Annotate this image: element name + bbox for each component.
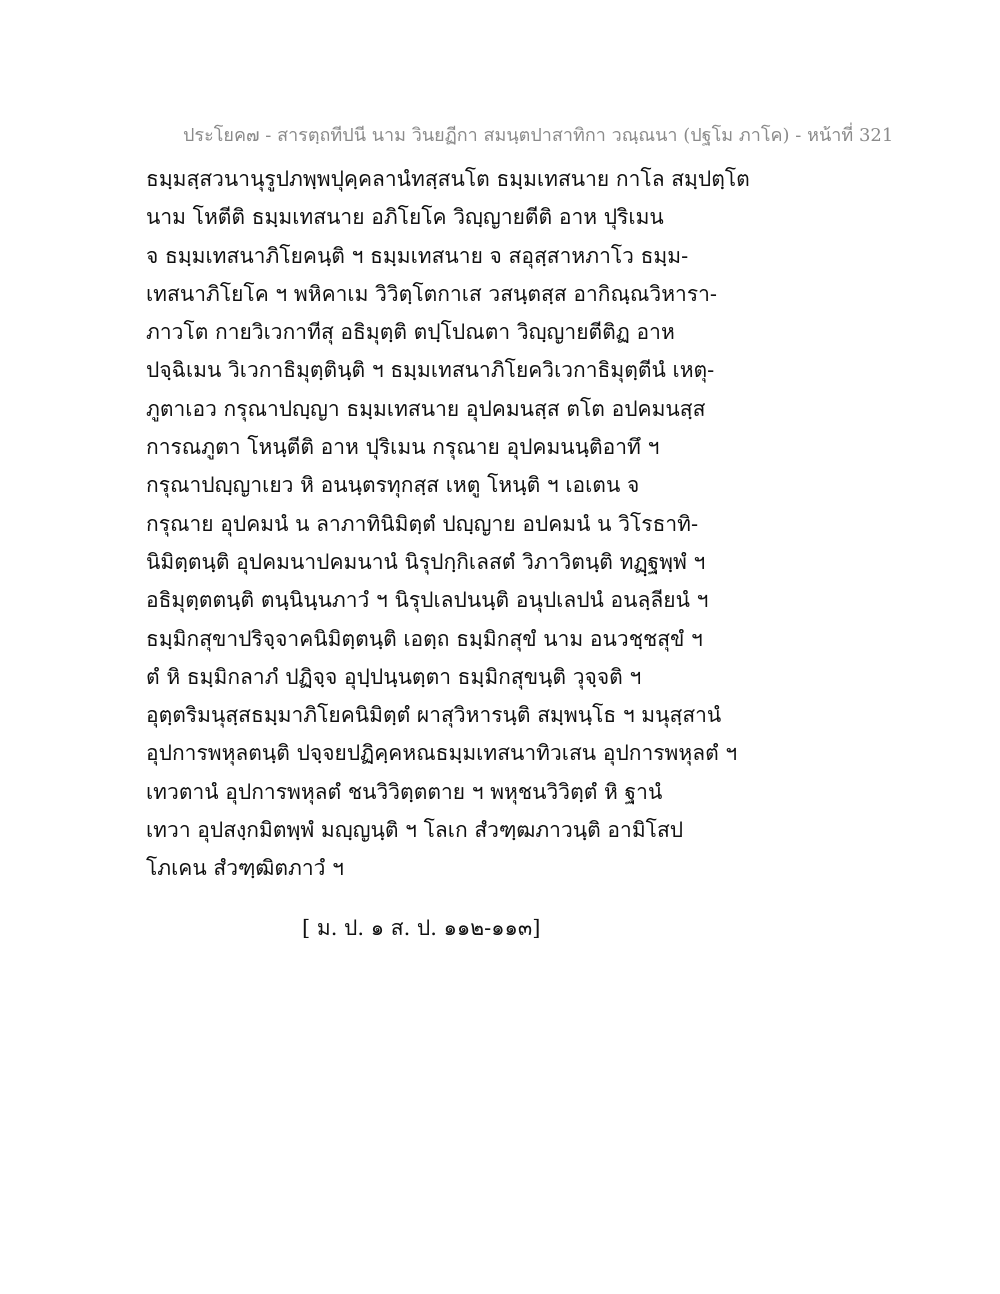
- text-line: กรุณาย อุปคมนํ น ลาภาทินิมิตฺตํ ปญฺญาย อปคมนํ น วิโรธาทิ-: [146, 511, 699, 536]
- text-line: ธมฺมสฺสวนานุรูปภพฺพปุคฺคลานํทสฺสนโต ธมฺมเทสนาย กาโล สมฺปตฺโต: [146, 167, 750, 191]
- source-reference: [ ม. ป. ๑ ส. ป. ๑๑๒-๑๑๓]: [302, 916, 541, 940]
- text-line: ภาวโต กายวิเวกาทีสุ อธิมุตฺติ ตปฺโปณตา วิญฺญายตีติฏ อาห: [146, 320, 675, 345]
- text-line: ธมฺมิกสุขาปริจฺจาคนิมิตฺตนฺติ เอตฺถ ธมฺมิกสุขํ นาม อนวชฺชสุขํ ฯ: [146, 626, 703, 651]
- text-line: อธิมุตฺตตนฺติ ตนฺนินฺนภาวํ ฯ นิรุปเลปนนฺติ อนุปเลปนํ อนลฺลียนํ ฯ: [146, 588, 709, 613]
- text-line: อุปการพหุลตนฺติ ปจฺจยปฏิคฺคหณธมฺมเทสนาทิวเสน อุปการพหุลตํ ฯ: [146, 741, 738, 766]
- text-line: เทวตานํ อุปการพหุลตํ ชนวิวิตฺตตาย ฯ พหุชนวิวิตฺตํ หิ ฐานํ: [146, 779, 663, 804]
- text-line: เทสนาภิโยโค ฯ พหิคาเม วิวิตฺโตกาเส วสนฺตสฺส อากิณฺณวิหารา-: [146, 281, 718, 306]
- text-line: เทวา อุปสงฺกมิตพฺพํ มญฺญนฺติ ฯ โลเก สํวฑฺฒภาวนฺติ อามิโสป: [146, 818, 684, 843]
- text-line: การณภูตา โหนฺตีติ อาห ปุริเมน กรุณาย อุปคมนนฺติอาทึ ฯ: [146, 435, 660, 460]
- text-line: นาม โหตีติ ธมฺมเทสนาย อภิโยโค วิญฺญายตีติ อาห ปุริเมน: [146, 205, 664, 230]
- text-line: โภเคน สํวฑฺฒิตภาวํ ฯ: [146, 856, 344, 881]
- text-line: อุตฺตริมนุสฺสธมฺมาภิโยคนิมิตฺตํ ผาสุวิหารนฺติ สมฺพนฺโธ ฯ มนุสฺสานํ: [146, 703, 722, 728]
- text-line: ปจฺฉิเมน วิเวกาธิมุตฺตินฺติ ฯ ธมฺมเทสนาภิโยควิเวกาธิมุตฺตีนํ เหตุ-: [146, 358, 715, 383]
- running-header: ประโยค๗ - สารตฺถทีปนี นาม วินยฏีกา สมนฺตปาสาทิกา วณฺณนา (ปฐโม ภาโค) - หน้าที่ 321: [183, 125, 894, 146]
- text-line: ภูตาเอว กรุณาปญฺญา ธมฺมเทสนาย อุปคมนสฺส ตโต อปคมนสฺส: [146, 396, 706, 421]
- text-line: กรุณาปญฺญาเยว หิ อนนฺตรทุกสฺส เหตู โหนฺติ ฯ เอเตน จ: [146, 473, 640, 498]
- text-line: ตํ หิ ธมฺมิกลาภํ ปฏิจฺจ อุปฺปนฺนตฺตา ธมฺมิกสุขนฺติ วุจฺจติ ฯ: [146, 664, 642, 689]
- body-text: [146, 160, 886, 888]
- text-line: นิมิตฺตนฺติ อุปคมนาปคมนานํ นิรุปกฺกิเลสตํ วิภาวิตนฺติ ทฏฺฐพฺพํ ฯ: [146, 549, 706, 574]
- text-line: จ ธมฺมเทสนาภิโยคนฺติ ฯ ธมฺมเทสนาย จ สอุสฺสาหภาโว ธมฺม-: [146, 243, 689, 268]
